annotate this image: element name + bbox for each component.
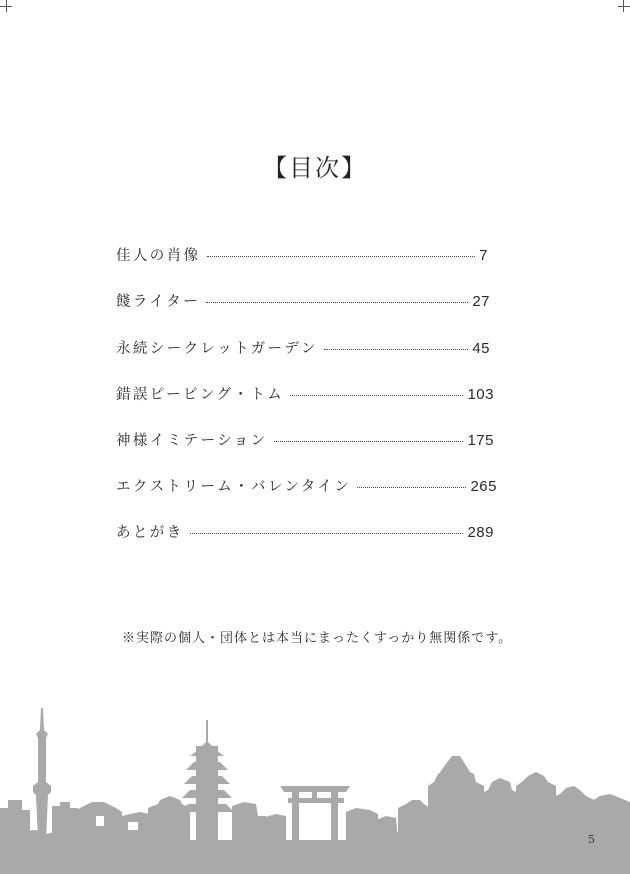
toc-entry [116,383,494,404]
toc-entry-page: 27 [472,293,490,310]
kyoto-skyline-illustration [0,690,630,874]
toc-leader-dots [290,394,463,396]
toc-leader-dots [206,301,468,303]
toc-leader-dots [274,440,464,442]
page-title: 【目次】 [263,154,367,182]
toc-entry [116,337,490,358]
toc-leader-dots [207,255,476,257]
toc-entry-title: 餞ライター [116,294,201,310]
toc-leader-dots [190,532,464,534]
toc-entry [116,244,488,265]
toc-entry [116,521,494,542]
toc-entry-title: 錯誤ピーピング・トム [116,387,285,403]
disclaimer-note: ※実際の個人・団体とは本当にまったくすっかり無関係です。 [122,631,513,646]
toc-entry-title: 佳人の肖像 [116,248,201,264]
toc-entry-page: 103 [467,386,494,403]
skyline-silhouette [0,708,630,874]
toc-entry-title: 永続シークレットガーデン [116,341,318,357]
toc-entry-page: 7 [479,247,488,264]
page-number: 5 [588,833,595,846]
toc-leader-dots [324,348,468,350]
toc-leader-dots [357,486,466,488]
toc-entry-title: 神様イミテーション [116,433,268,449]
toc-entry [116,290,490,311]
toc-entry-page: 265 [470,478,497,495]
toc-entry-page: 289 [467,524,494,541]
toc-entry-page: 45 [472,340,490,357]
toc-entry-page: 175 [467,432,494,449]
toc-entry-title: エクストリーム・バレンタイン [116,479,352,495]
toc-entry [116,429,494,450]
toc-entry-title: あとがき [116,525,184,541]
toc-entry [116,475,497,496]
